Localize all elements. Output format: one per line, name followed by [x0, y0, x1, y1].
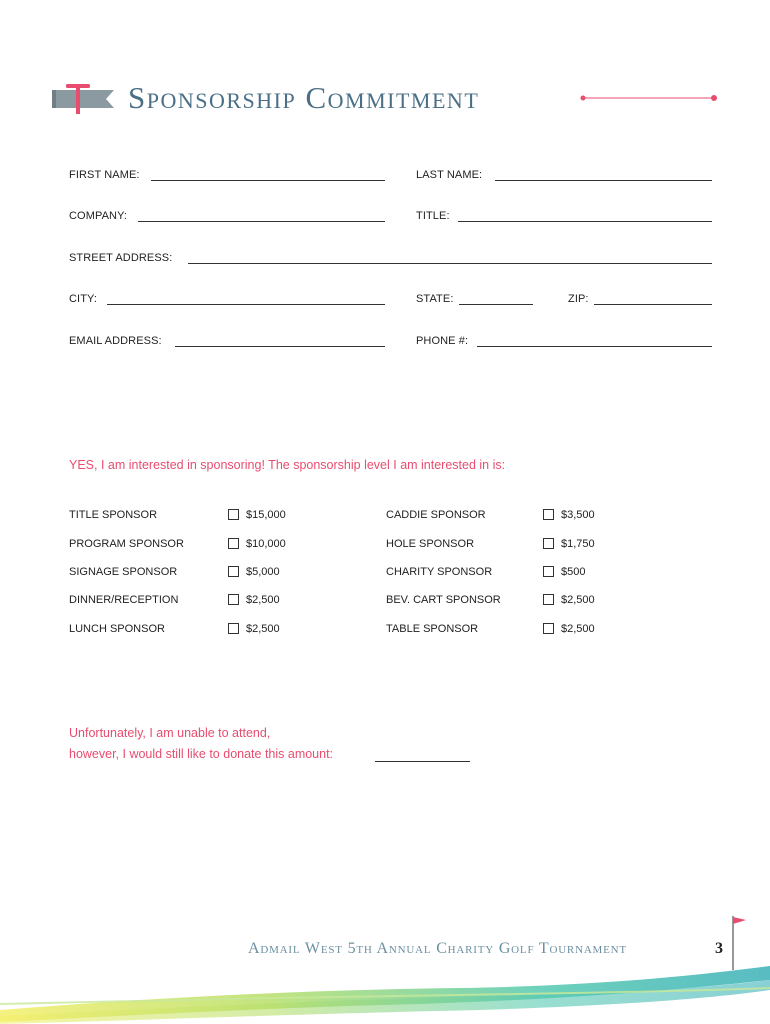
sponsor-level-label: TABLE SPONSOR	[386, 623, 479, 635]
sponsor-level-checkbox[interactable]	[228, 594, 239, 605]
sponsor-level-checkbox[interactable]	[543, 566, 554, 577]
footer-title: Admail West 5th Annual Charity Golf Tournament	[248, 940, 627, 957]
sponsor-level-label: SIGNAGE SPONSOR	[69, 566, 178, 578]
first-name-field[interactable]	[151, 180, 385, 181]
company-field[interactable]	[138, 221, 385, 222]
state-field[interactable]	[459, 304, 533, 305]
city-label: CITY:	[69, 293, 98, 305]
page-number: 3	[715, 940, 723, 957]
first-name-label: FIRST NAME:	[69, 169, 140, 181]
footer-swoosh-decoration	[0, 960, 770, 1024]
sponsor-level-checkbox[interactable]	[543, 538, 554, 549]
sponsor-level-amount: $1,750	[561, 538, 595, 550]
sponsor-level-amount: $2,500	[561, 623, 595, 635]
street-address-field[interactable]	[188, 263, 712, 264]
sponsor-level-label: BEV. CART SPONSOR	[386, 594, 501, 606]
zip-label: ZIP:	[568, 293, 589, 305]
sponsor-level-amount: $15,000	[246, 509, 286, 521]
sponsor-level-amount: $2,500	[561, 594, 595, 606]
sponsor-level-amount: $2,500	[246, 623, 280, 635]
page-title: Sponsorship Commitment	[128, 80, 480, 115]
donation-line-2: however, I would still like to donate this amount:	[69, 747, 334, 761]
sponsor-level-checkbox[interactable]	[228, 538, 239, 549]
title-rule-decoration	[580, 92, 720, 104]
phone-field[interactable]	[477, 346, 712, 347]
zip-field[interactable]	[594, 304, 712, 305]
sponsor-level-checkbox[interactable]	[228, 623, 239, 634]
state-label: STATE:	[416, 293, 454, 305]
sponsor-level-checkbox[interactable]	[228, 509, 239, 520]
email-field[interactable]	[175, 346, 385, 347]
sponsor-level-checkbox[interactable]	[543, 623, 554, 634]
sponsor-level-amount: $500	[561, 566, 586, 578]
sponsor-level-checkbox[interactable]	[543, 594, 554, 605]
donation-amount-field[interactable]	[375, 761, 470, 762]
sponsor-level-amount: $10,000	[246, 538, 286, 550]
sponsor-level-checkbox[interactable]	[543, 509, 554, 520]
sponsor-level-label: LUNCH SPONSOR	[69, 623, 165, 635]
sponsor-level-amount: $5,000	[246, 566, 280, 578]
title-field[interactable]	[458, 221, 712, 222]
last-name-field[interactable]	[495, 180, 712, 181]
sponsor-level-label: DINNER/RECEPTION	[69, 594, 179, 606]
sponsor-level-label: TITLE SPONSOR	[69, 509, 158, 521]
sponsor-level-label: PROGRAM SPONSOR	[69, 538, 184, 550]
company-label: COMPANY:	[69, 210, 128, 222]
title-label: TITLE:	[416, 210, 450, 222]
sponsorship-intro: YES, I am interested in sponsoring! The sponsorship level I am interested in is:	[69, 458, 506, 472]
sponsor-level-amount: $2,500	[246, 594, 280, 606]
donation-line-1: Unfortunately, I am unable to attend,	[69, 726, 271, 740]
email-label: EMAIL ADDRESS:	[69, 335, 162, 347]
golf-tee-banner-icon	[52, 82, 122, 114]
sponsor-level-checkbox[interactable]	[228, 566, 239, 577]
sponsor-level-label: HOLE SPONSOR	[386, 538, 475, 550]
sponsor-level-label: CHARITY SPONSOR	[386, 566, 493, 578]
last-name-label: LAST NAME:	[416, 169, 483, 181]
sponsor-level-label: CADDIE SPONSOR	[386, 509, 486, 521]
city-field[interactable]	[107, 304, 385, 305]
street-address-label: STREET ADDRESS:	[69, 252, 173, 264]
phone-label: PHONE #:	[416, 335, 469, 347]
sponsor-level-amount: $3,500	[561, 509, 595, 521]
